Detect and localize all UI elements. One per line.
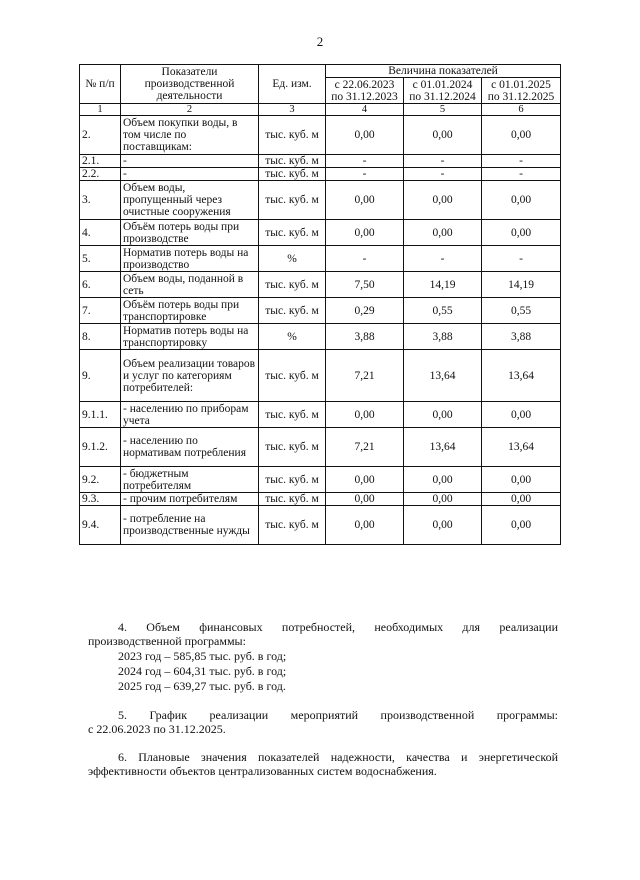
header-period-2023: с 22.06.2023 по 31.12.2023: [326, 78, 404, 104]
row-value-2023: -: [326, 168, 404, 181]
row-value-2023: 7,21: [326, 350, 404, 402]
row-number: 9.1.1.: [80, 402, 121, 428]
row-unit: тыс. куб. м: [259, 493, 326, 506]
row-value-2023: -: [326, 246, 404, 272]
table-row: [80, 506, 561, 545]
row-value-2025: -: [482, 168, 561, 181]
row-value-2023: 0,00: [326, 493, 404, 506]
table-row: [80, 324, 561, 350]
row-unit: тыс. куб. м: [259, 220, 326, 246]
row-value-2024: 0,00: [404, 467, 482, 493]
row-value-2025: -: [482, 246, 561, 272]
row-indicator: Объем воды, поданной в сеть: [121, 272, 259, 298]
row-unit: тыс. куб. м: [259, 155, 326, 168]
table-row: [80, 168, 561, 181]
row-value-2025: 3,88: [482, 324, 561, 350]
finance-list: [118, 649, 286, 694]
row-indicator: Объём потерь воды при транспортировке: [121, 298, 259, 324]
table-row: [80, 467, 561, 493]
row-value-2024: 0,00: [404, 220, 482, 246]
row-indicator: - потребление на производственные нужды: [121, 506, 259, 545]
row-unit: тыс. куб. м: [259, 402, 326, 428]
col-number: 5: [404, 104, 482, 116]
row-indicator: Объем реализации товаров и услуг по категориям потребителей:: [121, 350, 259, 402]
table-row: [80, 402, 561, 428]
indicators-table: [79, 64, 561, 545]
row-value-2024: -: [404, 246, 482, 272]
row-value-2025: 14,19: [482, 272, 561, 298]
row-value-2024: 0,00: [404, 506, 482, 545]
row-unit: тыс. куб. м: [259, 181, 326, 220]
row-value-2024: 0,00: [404, 181, 482, 220]
row-value-2023: 0,00: [326, 467, 404, 493]
header-values-group: Величина показателей: [326, 65, 561, 78]
row-unit: %: [259, 246, 326, 272]
table-row: [80, 116, 561, 155]
row-number: 5.: [80, 246, 121, 272]
row-number: 4.: [80, 220, 121, 246]
row-indicator: - бюджетным потребителям: [121, 467, 259, 493]
row-unit: тыс. куб. м: [259, 506, 326, 545]
row-number: 9.2.: [80, 467, 121, 493]
row-value-2023: 7,50: [326, 272, 404, 298]
table-row: [80, 246, 561, 272]
row-value-2024: 14,19: [404, 272, 482, 298]
row-unit: тыс. куб. м: [259, 272, 326, 298]
col-number: 2: [121, 104, 259, 116]
row-value-2025: 0,00: [482, 506, 561, 545]
row-unit: тыс. куб. м: [259, 428, 326, 467]
table-row: [80, 155, 561, 168]
row-unit: тыс. куб. м: [259, 298, 326, 324]
row-value-2025: 0,00: [482, 402, 561, 428]
row-value-2024: 13,64: [404, 428, 482, 467]
header-period-2025: с 01.01.2025 по 31.12.2025: [482, 78, 561, 104]
header-unit: Ед. изм.: [259, 65, 326, 104]
row-unit: тыс. куб. м: [259, 350, 326, 402]
section4-line2: производственной программы:: [88, 634, 246, 648]
row-value-2024: -: [404, 155, 482, 168]
row-number: 3.: [80, 181, 121, 220]
section6-line2: эффективности объектов централизованных систем водоснабжения.: [88, 764, 437, 778]
row-number: 9.1.2.: [80, 428, 121, 467]
row-value-2025: 0,00: [482, 467, 561, 493]
row-unit: тыс. куб. м: [259, 168, 326, 181]
row-unit: тыс. куб. м: [259, 116, 326, 155]
row-value-2025: 0,55: [482, 298, 561, 324]
row-value-2025: 13,64: [482, 428, 561, 467]
finance-item-2023: 2023 год – 585,85 тыс. руб. в год;: [118, 649, 287, 663]
row-indicator: -: [121, 168, 259, 181]
col-number: 4: [326, 104, 404, 116]
row-value-2025: 0,00: [482, 181, 561, 220]
table-row: [80, 181, 561, 220]
section6-line1: 6. Плановые значения показателей надежности, качества и энергетической: [118, 750, 558, 764]
row-number: 9.3.: [80, 493, 121, 506]
row-value-2023: 0,00: [326, 181, 404, 220]
row-value-2025: 13,64: [482, 350, 561, 402]
table-row: [80, 272, 561, 298]
header-period-2024: с 01.01.2024 по 31.12.2024: [404, 78, 482, 104]
row-value-2023: 0,29: [326, 298, 404, 324]
row-number: 9.: [80, 350, 121, 402]
row-number: 2.: [80, 116, 121, 155]
row-value-2023: 3,88: [326, 324, 404, 350]
row-indicator: - прочим потребителям: [121, 493, 259, 506]
row-value-2024: 0,55: [404, 298, 482, 324]
table-row: [80, 220, 561, 246]
finance-item-2025: 2025 год – 639,27 тыс. руб. в год.: [118, 679, 286, 693]
row-number: 8.: [80, 324, 121, 350]
header-num: № п/п: [80, 65, 121, 104]
row-value-2023: 0,00: [326, 220, 404, 246]
table-row: [80, 428, 561, 467]
row-unit: тыс. куб. м: [259, 467, 326, 493]
row-value-2023: 0,00: [326, 402, 404, 428]
row-indicator: Объем воды, пропущенный через очистные сооружения: [121, 181, 259, 220]
row-indicator: Объём потерь воды при производстве: [121, 220, 259, 246]
row-value-2025: -: [482, 155, 561, 168]
header-indicators: Показатели производственной деятельности: [121, 65, 259, 104]
col-number: 6: [482, 104, 561, 116]
row-indicator: Норматив потерь воды на производство: [121, 246, 259, 272]
row-value-2025: 0,00: [482, 493, 561, 506]
col-number: 1: [80, 104, 121, 116]
row-number: 6.: [80, 272, 121, 298]
section4-line1: 4. Объем финансовых потребностей, необходимых для реализации: [118, 620, 558, 634]
row-indicator: -: [121, 155, 259, 168]
row-value-2025: 0,00: [482, 220, 561, 246]
row-value-2023: 0,00: [326, 116, 404, 155]
row-value-2025: 0,00: [482, 116, 561, 155]
row-number: 9.4.: [80, 506, 121, 545]
page-number: 2: [316, 34, 324, 49]
row-number: 2.2.: [80, 168, 121, 181]
row-indicator: Норматив потерь воды на транспортировку: [121, 324, 259, 350]
row-value-2024: -: [404, 168, 482, 181]
row-value-2023: 0,00: [326, 506, 404, 545]
row-value-2023: -: [326, 155, 404, 168]
finance-item-2024: 2024 год – 604,31 тыс. руб. в год;: [118, 664, 287, 678]
row-value-2024: 0,00: [404, 402, 482, 428]
row-unit: %: [259, 324, 326, 350]
row-value-2024: 13,64: [404, 350, 482, 402]
row-number: 7.: [80, 298, 121, 324]
row-indicator: - населению по приборам учета: [121, 402, 259, 428]
row-value-2024: 0,00: [404, 116, 482, 155]
row-indicator: - населению по нормативам потребления: [121, 428, 259, 467]
row-value-2024: 0,00: [404, 493, 482, 506]
section5-line2: с 22.06.2023 по 31.12.2025.: [88, 722, 226, 736]
row-indicator: Объем покупки воды, в том числе по поставщикам:: [121, 116, 259, 155]
table-row: [80, 493, 561, 506]
section5-line1: 5. График реализации мероприятий производственной программы:: [118, 708, 558, 722]
row-number: 2.1.: [80, 155, 121, 168]
row-value-2024: 3,88: [404, 324, 482, 350]
table-row: [80, 350, 561, 402]
table-row: [80, 298, 561, 324]
row-value-2023: 7,21: [326, 428, 404, 467]
col-number: 3: [259, 104, 326, 116]
